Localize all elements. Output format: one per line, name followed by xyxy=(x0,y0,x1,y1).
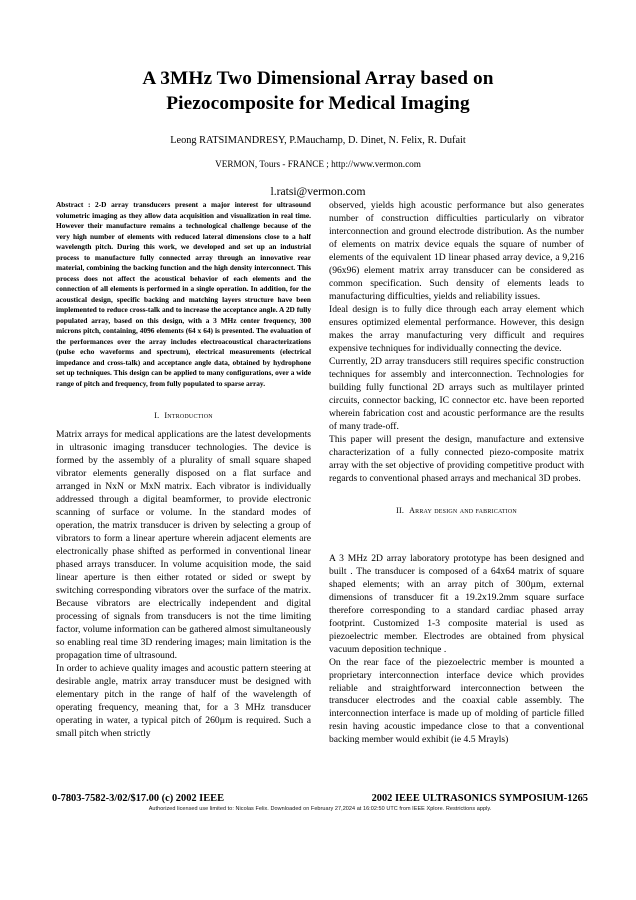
footer-license-notice: Authorized licensed use limited to: Nicolas Felix. Downloaded on February 27,2024 at 16:02:50 UTC from IEEE Xplore. Restrictions apply. xyxy=(148,806,492,812)
section-numeral: II. xyxy=(396,505,405,515)
page-footer xyxy=(0,793,636,812)
section-spacer xyxy=(329,515,584,553)
footer-symposium-page: 2002 IEEE ULTRASONICS SYMPOSIUM-1265 xyxy=(371,793,588,804)
right-column xyxy=(329,200,584,747)
footer-isbn-copyright: 0-7803-7582-3/02/$17.00 (c) 2002 IEEE xyxy=(52,793,225,804)
section-heading-introduction xyxy=(56,411,311,420)
paragraph: observed, yields high acoustic performance but also generates number of construction difficulties particularly on vibrator interconnection and ground electrode distribution. As the number of elements on matrix device equals the square of number of elements of the equivalent 1D linear phased array device, a 9,216 (96x96) element matrix array transducer can be considered as common specification. Such density of elements leads to manufacturing difficulties, yields and reliability issues. xyxy=(329,200,584,302)
section-heading-array-design xyxy=(329,506,584,515)
paper-header xyxy=(0,0,636,199)
abstract-text: Abstract : 2-D array transducers present a major interest for ultrasound volumetric imaging as they allow data acquisition and visualization in real time. However their manufacture remains a technological challenge because of the very high number of elements with reduced lateral dimensions close to a half wavelength pitch. During this work, we developed and set up an industrial process to manufacture fully connected array through an innovative rear material, combining the backing function and the high density interconnect. This process does not affect the acoustical behavior of each elements and the connection of all elements is performed in a single operation. In addition, for the acoustical design, specific backing and matching layers structure have been implemented to reduce cross-talk and to increase the acceptance angle. A 2D fully populated array, based on this design, with a 3 MHz center frequency, 300 microns pitch, containing, 4096 elements (64 x 64) is presented. The evaluation of the performances over the array includes electroacoustical characterizations (pulse echo waveforms and spectrum), electrical measurements (electrical impedance and cross-talk) and acceptance angle data, obtained by hydrophone set up techniques. This design can be applied to many configurations, over a wide range of pitch and frequency, from fully populated to sparse array. xyxy=(56,200,311,388)
footer-copyright-row xyxy=(52,793,588,804)
section-numeral: I. xyxy=(154,411,160,420)
page-title: A 3MHz Two Dimensional Array based on Piezocomposite for Medical Imaging xyxy=(142,68,494,115)
section-label: Introduction xyxy=(164,411,213,420)
left-column xyxy=(56,200,311,747)
affiliation-line: VERMON, Tours - FRANCE ; http://www.vermon.com xyxy=(215,159,421,170)
two-column-body xyxy=(0,200,636,747)
paragraph: Currently, 2D array transducers still requires specific construction techniques for assembly and interconnection. Technologies for building fully functional 2D arrays such as multilayer printed circuits, connector backing, IC connector etc. have been reported wherein fabrication cost and acoustic performance are the results of many trade-off. xyxy=(329,355,584,432)
paragraph: On the rear face of the piezoelectric member is mounted a proprietary interconnection interface device which provides reliable and straightforward interconnection between the transducer electrodes and the coaxial cable assembly. The interconnection interface is made up of molding of particle filled resin having acoustic impedance close to that a conventional backing member would exhibit (ie 4.5 Mrayls) xyxy=(329,656,584,746)
paragraph: A 3 MHz 2D array laboratory prototype has been designed and built . The transducer is composed of a 64x64 matrix of square shaped elements; with an array pitch of 300µm, external dimensions of transducer fit a 19.2x19.2mm square surface therefore corresponding to a standard cardiac phased array footprint. Customized 1-3 composite material is used as piezoelectric member. Electrodes are obtained from physical vacuum deposition technique . xyxy=(329,552,584,655)
paragraph: This paper will present the design, manufacture and extensive characterization of a fully connected piezo-composite matrix array with the set objective of providing competitive product with regards to conventional phased arrays and mechanical 3D probes. xyxy=(329,433,584,484)
paragraph: Matrix arrays for medical applications are the latest developments in ultrasonic imaging transducer technologies. The device is formed by the assembly of a plurality of small square shaped vibrator elements generally disposed on a flat surface and arranged in NxN or MxN matrix. Each vibrator is individually addressed through a digital beamformer, to provide electronic scanning of surface or volume. In the standard modes of operation, the matrix transducer is driven by selecting a group of vibrators to form a linear aperture wherein adjacent elements are electronically phase shifted as performed in conventional linear phased arrays transducer. In volume acquisition mode, the said linear aperture is then either rotated or sided or swept by switching corresponding vibrators over the surface of the matrix. Because vibrators are electrically independent and digital processing of signals from transducers is not the time limiting factor, volume information can be gathered almost simultaneously so enabling real time 3D rendering images; main limitation is the propagation time of ultrasound. xyxy=(56,429,311,661)
contact-email[interactable]: l.ratsi@vermon.com xyxy=(270,185,366,199)
author-list: Leong RATSIMANDRESY, P.Mauchamp, D. Dinet, N. Felix, R. Dufait xyxy=(170,134,466,146)
paragraph: Ideal design is to fully dice through each array element which ensures optimized elemental performance. However, this design makes the array manufacturing very difficult and requires expensive techniques for individually connecting the device. xyxy=(329,303,584,354)
paragraph: In order to achieve quality images and acoustic pattern steering at desirable angle, matrix array transducer must be designed with elementary pitch in the range of half of the wavelength of operating frequency, meaning that, for a 3 MHz transducer operating in water, a typical pitch of 260µm is required. Such a small pitch when strictly xyxy=(56,662,311,739)
section-label: Array design and fabrication xyxy=(409,505,517,515)
